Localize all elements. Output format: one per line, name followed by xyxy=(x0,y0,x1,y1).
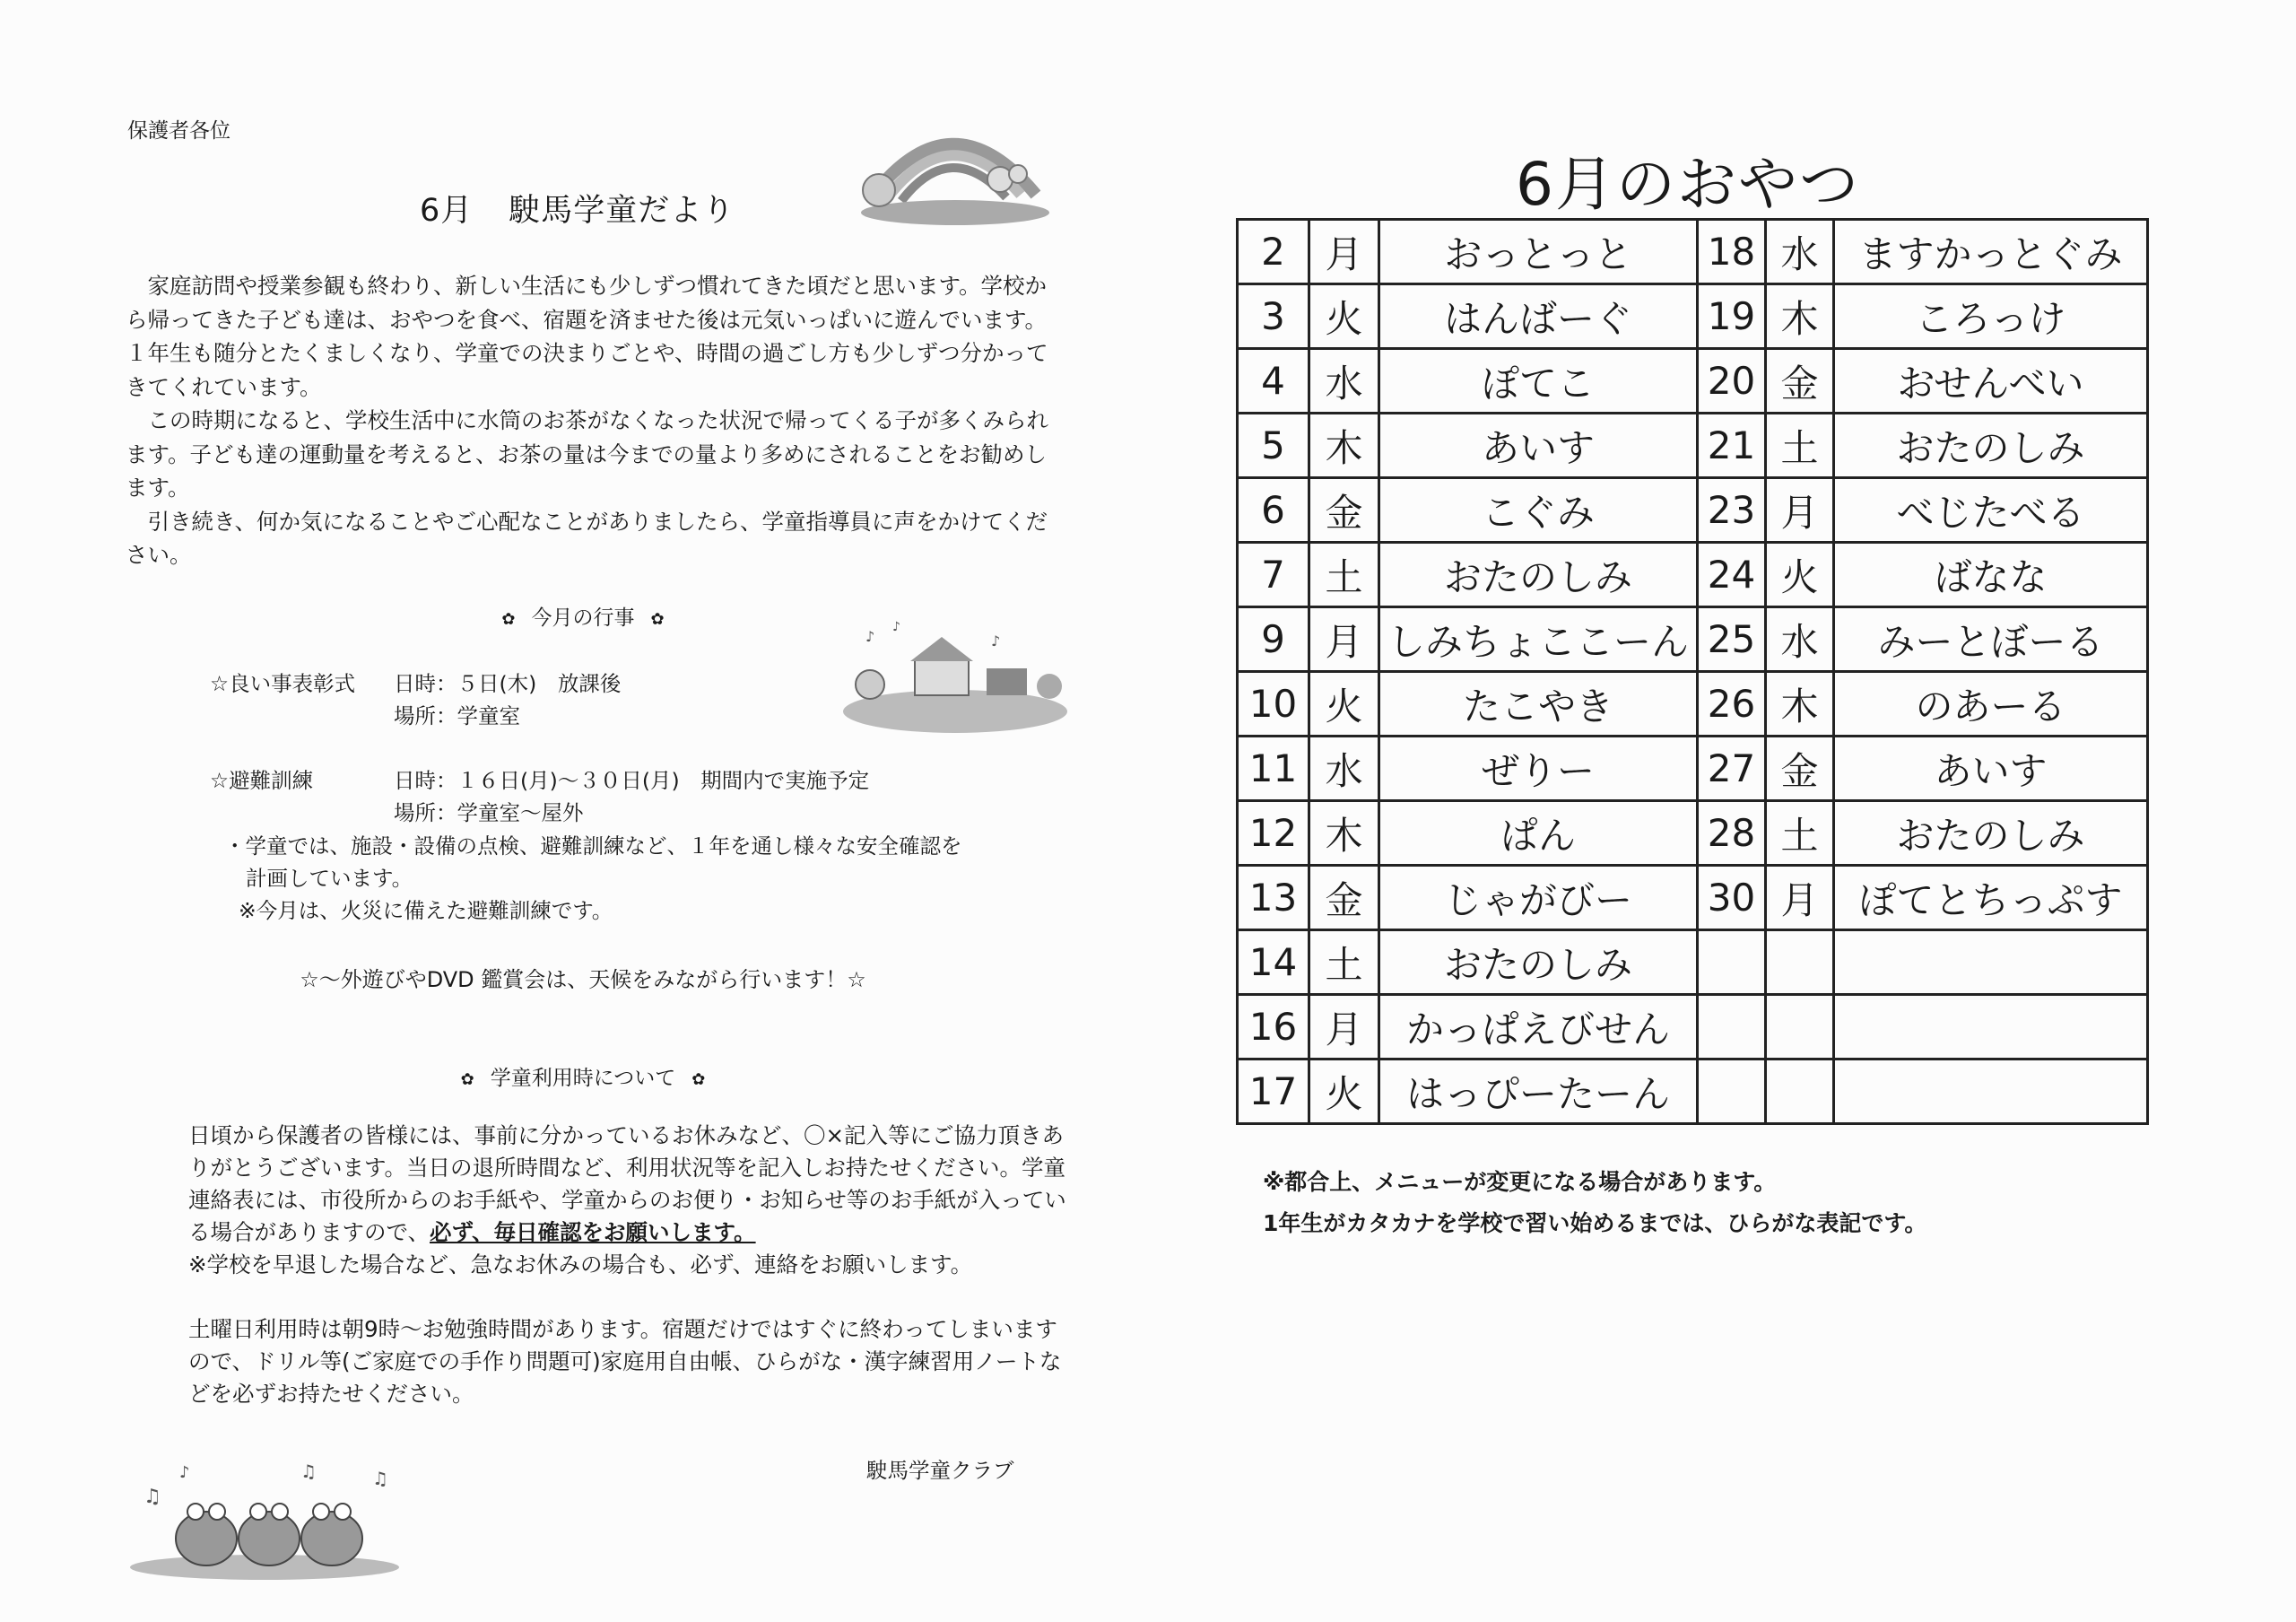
weekday-cell xyxy=(1766,1060,1834,1124)
snack-cell: しみちょここーん xyxy=(1379,607,1698,672)
weekday-cell xyxy=(1766,995,1834,1060)
snack-cell: じゃがびー xyxy=(1379,866,1698,930)
weekday-cell: 月 xyxy=(1309,220,1379,284)
snack-cell: おたのしみ xyxy=(1379,543,1698,607)
day-cell xyxy=(1698,995,1766,1060)
day-cell: 17 xyxy=(1238,1060,1309,1124)
day-cell: 16 xyxy=(1238,995,1309,1060)
events-heading: ✿ 今月の行事 ✿ xyxy=(501,606,665,630)
snack-cell xyxy=(1834,930,2148,995)
day-cell: 9 xyxy=(1238,607,1309,672)
snack-cell: おたのしみ xyxy=(1834,801,2148,866)
snack-cell: ばなな xyxy=(1834,543,2148,607)
table-row xyxy=(1238,801,2148,866)
outdoor-note: ☆～外遊びやDVD 鑑賞会は、天候をみながら行います！☆ xyxy=(300,967,866,992)
day-cell: 19 xyxy=(1698,284,1766,349)
weekday-cell: 土 xyxy=(1309,930,1379,995)
day-cell: 12 xyxy=(1238,801,1309,866)
usage-text xyxy=(188,1120,1076,1443)
day-cell xyxy=(1698,1060,1766,1124)
intro-paragraph: 家庭訪問や授業参観も終わり、新しい生活にも少しずつ慣れてきた頃だと思います。学校から帰ってきた子ども達は、おやつを食べ、宿題を済ませた後は元気いっぱいに遊んでいます。１年生も随分とたくましくなり、学童での決まりごとや、時間の過ごし方も少しずつ分かってきてくれています。 xyxy=(126,273,1048,400)
day-cell: 5 xyxy=(1238,414,1309,478)
event-name: ☆良い事表彰式 xyxy=(210,671,356,696)
day-cell xyxy=(1698,930,1766,995)
event-award xyxy=(210,667,621,732)
weekday-cell: 火 xyxy=(1309,1060,1379,1124)
weekday-cell: 月 xyxy=(1309,995,1379,1060)
svg-text:♪: ♪ xyxy=(179,1463,190,1482)
weekday-cell: 水 xyxy=(1766,607,1834,672)
recipient-line: 保護者各位 xyxy=(127,119,230,143)
weekday-cell: 木 xyxy=(1766,672,1834,737)
footnote-menu-change: ※都合上、メニューが変更になる場合があります。 xyxy=(1263,1169,1777,1195)
usage-emphasis: 必ず、毎日確認をお願いします。 xyxy=(430,1219,756,1245)
weekday-cell: 金 xyxy=(1766,349,1834,414)
table-row xyxy=(1238,930,2148,995)
svg-text:♪: ♪ xyxy=(892,620,900,634)
snack-cell: ぜりー xyxy=(1379,737,1698,801)
day-cell: 25 xyxy=(1698,607,1766,672)
note-line: 計画しています。 xyxy=(246,866,413,891)
snack-title: 6月のおやつ xyxy=(1516,150,1860,219)
weekday-cell: 水 xyxy=(1309,349,1379,414)
event-name: ☆避難訓練 xyxy=(210,768,314,793)
weekday-cell: 月 xyxy=(1766,866,1834,930)
flower-icon: ✿ xyxy=(501,610,516,629)
svg-text:♫: ♫ xyxy=(372,1468,388,1489)
title-month: 6月 xyxy=(420,193,474,229)
day-cell: 21 xyxy=(1698,414,1766,478)
snack-cell: ぽてとちっぷす xyxy=(1834,866,2148,930)
weekday-cell: 土 xyxy=(1766,801,1834,866)
snack-cell: ころっけ xyxy=(1834,284,2148,349)
frogs-illustration xyxy=(126,1458,413,1583)
park-illustration xyxy=(839,615,1090,736)
svg-text:♫: ♫ xyxy=(300,1461,317,1482)
day-cell: 23 xyxy=(1698,478,1766,543)
weekday-cell: 火 xyxy=(1309,284,1379,349)
table-row xyxy=(1238,349,2148,414)
table-row xyxy=(1238,866,2148,930)
snack-cell: はっぴーたーん xyxy=(1379,1060,1698,1124)
safety-notes xyxy=(224,830,1058,927)
day-cell: 6 xyxy=(1238,478,1309,543)
title-text: 駛馬学童だより xyxy=(509,193,735,229)
snack-cell: べじたべる xyxy=(1834,478,2148,543)
day-cell: 7 xyxy=(1238,543,1309,607)
svg-text:♫: ♫ xyxy=(144,1486,161,1508)
day-cell: 10 xyxy=(1238,672,1309,737)
day-cell: 2 xyxy=(1238,220,1309,284)
event-place: 場所：学童室 xyxy=(394,703,520,728)
weekday-cell: 火 xyxy=(1766,543,1834,607)
table-row xyxy=(1238,737,2148,801)
weekday-cell: 木 xyxy=(1309,801,1379,866)
usage-paragraph: 日頃から保護者の皆様には、事前に分かっているお休みなど、〇×記入等にご協力頂きありがとうございます。当日の退所時間など、利用状況等を記入しお持たせください。学童連絡表には、市役所からのお手紙や、学童からのお便り・お知らせ等のお手紙が入っている場合がありますので、必ず、毎日確認をお願いします。 ※学校を早退した場合など、急なお休みの場合も、必ず、連絡をお願いします。 xyxy=(188,1122,1066,1278)
weekday-cell: 金 xyxy=(1309,866,1379,930)
flower-icon: ✿ xyxy=(691,1070,706,1089)
event-date: 日時：５日(木) 放課後 xyxy=(394,671,622,696)
snack-cell: あいす xyxy=(1379,414,1698,478)
intro-paragraph: この時期になると、学校生活中に水筒のお茶がなくなった状況で帰ってくる子が多くみられます。子ども達の運動量を考えると、お茶の量は今までの量より多めにされることをお勧めします。 xyxy=(126,407,1048,501)
snack-cell: はんばーぐ xyxy=(1379,284,1698,349)
day-cell: 18 xyxy=(1698,220,1766,284)
day-cell: 13 xyxy=(1238,866,1309,930)
day-cell: 30 xyxy=(1698,866,1766,930)
day-cell: 4 xyxy=(1238,349,1309,414)
weekday-cell: 土 xyxy=(1766,414,1834,478)
table-row xyxy=(1238,543,2148,607)
weekday-cell: 水 xyxy=(1309,737,1379,801)
table-row xyxy=(1238,478,2148,543)
event-place: 場所：学童室～屋外 xyxy=(394,800,584,825)
day-cell: 27 xyxy=(1698,737,1766,801)
snack-cell: みーとぼーる xyxy=(1834,607,2148,672)
table-row xyxy=(1238,414,2148,478)
snack-cell: ぽてこ xyxy=(1379,349,1698,414)
svg-text:♪: ♪ xyxy=(865,628,875,645)
table-row xyxy=(1238,284,2148,349)
weekday-cell: 土 xyxy=(1309,543,1379,607)
usage-heading: ✿ 学童利用時について ✿ xyxy=(460,1067,706,1090)
snack-cell xyxy=(1834,995,2148,1060)
table-row xyxy=(1238,672,2148,737)
snack-cell: おたのしみ xyxy=(1834,414,2148,478)
weekday-cell: 水 xyxy=(1766,220,1834,284)
weekday-cell: 金 xyxy=(1309,478,1379,543)
table-row xyxy=(1238,220,2148,284)
day-cell: 14 xyxy=(1238,930,1309,995)
snack-cell: ますかっとぐみ xyxy=(1834,220,2148,284)
snack-cell: あいす xyxy=(1834,737,2148,801)
weekday-cell: 火 xyxy=(1309,672,1379,737)
event-date: 日時：１６日(月)～３０日(月) 期間内で実施予定 xyxy=(394,768,870,793)
usage-paragraph: 土曜日利用時は朝9時～お勉強時間があります。宿題だけではすぐに終わってしまいますので、ドリル等(ご家庭での手作り問題可)家庭用自由帳、ひらがな・漢字練習用ノートなどを必ずお持たせください。 xyxy=(188,1316,1062,1407)
snack-cell: こぐみ xyxy=(1379,478,1698,543)
rainbow-illustration xyxy=(852,100,1058,226)
intro-paragraph: 引き続き、何か気になることやご心配なことがありましたら、学童指導員に声をかけてください。 xyxy=(126,508,1048,568)
note-line: ・学童では、施設・設備の点検、避難訓練など、１年を通し様々な安全確認を xyxy=(224,833,962,859)
note-line: ※今月は、火災に備えた避難訓練です。 xyxy=(239,898,613,923)
weekday-cell: 月 xyxy=(1766,478,1834,543)
signature: 駛馬学童クラブ xyxy=(866,1458,1014,1483)
day-cell: 11 xyxy=(1238,737,1309,801)
weekday-cell: 木 xyxy=(1309,414,1379,478)
svg-text:♪: ♪ xyxy=(991,632,1001,650)
event-evacuation-drill xyxy=(210,764,869,829)
snack-cell xyxy=(1834,1060,2148,1124)
table-row xyxy=(1238,1060,2148,1124)
day-cell: 28 xyxy=(1698,801,1766,866)
table-row xyxy=(1238,995,2148,1060)
snack-cell: のあーる xyxy=(1834,672,2148,737)
snack-cell: おたのしみ xyxy=(1379,930,1698,995)
newsletter-title xyxy=(420,186,735,231)
snack-cell: かっぱえびせん xyxy=(1379,995,1698,1060)
weekday-cell: 金 xyxy=(1766,737,1834,801)
day-cell: 3 xyxy=(1238,284,1309,349)
snack-schedule-table xyxy=(1236,218,2149,1125)
intro-text xyxy=(126,269,1067,572)
flower-icon: ✿ xyxy=(460,1070,474,1089)
day-cell: 26 xyxy=(1698,672,1766,737)
day-cell: 20 xyxy=(1698,349,1766,414)
snack-cell: おっとっと xyxy=(1379,220,1698,284)
footnote-hiragana: 1年生がカタカナを学校で習い始めるまでは、ひらがな表記です。 xyxy=(1263,1210,1927,1236)
table-row xyxy=(1238,607,2148,672)
day-cell: 24 xyxy=(1698,543,1766,607)
flower-icon: ✿ xyxy=(650,610,665,629)
snack-cell: たこやき xyxy=(1379,672,1698,737)
weekday-cell: 木 xyxy=(1766,284,1834,349)
snack-cell: おせんべい xyxy=(1834,349,2148,414)
snack-cell: ぱん xyxy=(1379,801,1698,866)
weekday-cell: 月 xyxy=(1309,607,1379,672)
weekday-cell xyxy=(1766,930,1834,995)
